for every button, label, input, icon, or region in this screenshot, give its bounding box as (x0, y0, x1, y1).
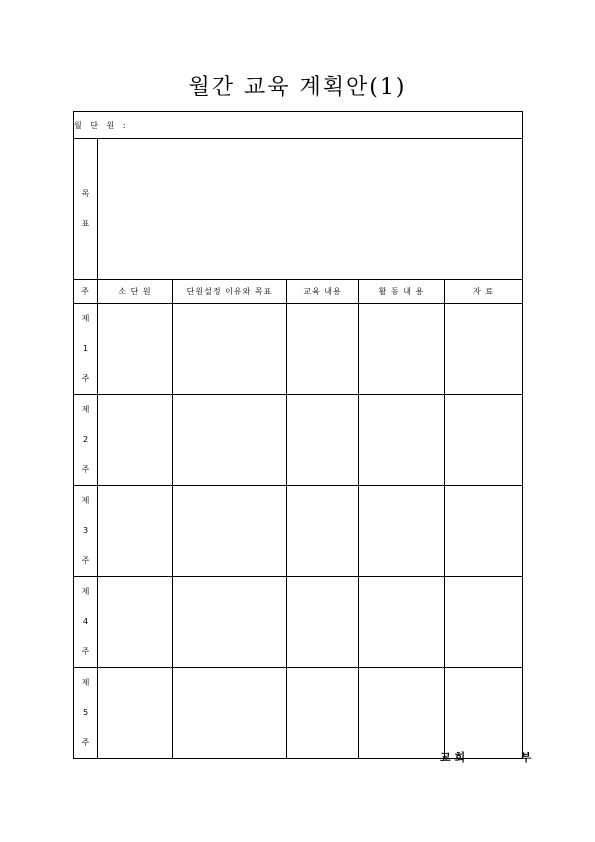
plan-table (73, 111, 523, 759)
week-suffix: 주 (81, 738, 90, 747)
week-number: 1 (82, 344, 89, 353)
activity-cell[interactable] (359, 668, 445, 759)
header-activity: 활 동 내 용 (359, 280, 445, 304)
subunit-cell[interactable] (98, 577, 173, 668)
activity-cell[interactable] (359, 486, 445, 577)
week-row (74, 486, 523, 577)
reason-goal-cell[interactable] (173, 577, 287, 668)
week-row (74, 577, 523, 668)
header-row (74, 280, 523, 304)
activity-cell[interactable] (359, 577, 445, 668)
subunit-cell[interactable] (98, 668, 173, 759)
activity-cell[interactable] (359, 395, 445, 486)
week-label-cell (74, 486, 98, 577)
week-prefix: 제 (81, 405, 90, 414)
week-prefix: 제 (81, 587, 90, 596)
week-suffix: 주 (81, 374, 90, 383)
content-cell[interactable] (287, 486, 359, 577)
footer-department: 부 (520, 751, 532, 764)
week-label-cell (74, 668, 98, 759)
reason-goal-cell[interactable] (173, 486, 287, 577)
header-materials: 자 료 (445, 280, 523, 304)
week-prefix: 제 (81, 496, 90, 505)
week-label-cell (74, 304, 98, 395)
unit-row (74, 112, 523, 139)
materials-cell[interactable] (445, 668, 523, 759)
header-week: 주 (74, 280, 98, 304)
goal-label-cell (74, 139, 98, 280)
materials-cell[interactable] (445, 304, 523, 395)
content-cell[interactable] (287, 304, 359, 395)
content-cell[interactable] (287, 395, 359, 486)
materials-cell[interactable] (445, 577, 523, 668)
week-number: 5 (82, 708, 89, 717)
unit-label: 월 단 원 : (74, 120, 129, 130)
week-label-cell (74, 395, 98, 486)
week-row (74, 395, 523, 486)
week-row (74, 668, 523, 759)
week-number: 3 (82, 526, 89, 535)
reason-goal-cell[interactable] (173, 304, 287, 395)
goal-label-char: 표 (81, 219, 90, 228)
header-subunit: 소 단 원 (98, 280, 173, 304)
week-suffix: 주 (81, 465, 90, 474)
content-cell[interactable] (287, 668, 359, 759)
materials-cell[interactable] (445, 395, 523, 486)
reason-goal-cell[interactable] (173, 395, 287, 486)
subunit-cell[interactable] (98, 304, 173, 395)
week-prefix: 제 (81, 314, 90, 323)
church-department-footer (440, 749, 531, 765)
week-suffix: 주 (81, 647, 90, 656)
goal-label-char: 목 (81, 189, 90, 198)
header-reason-goal: 단원설정 이유와 목표 (173, 280, 287, 304)
week-label-cell (74, 577, 98, 668)
week-number: 2 (82, 435, 89, 444)
week-suffix: 주 (81, 556, 90, 565)
goal-field[interactable] (98, 139, 523, 280)
week-number: 4 (82, 617, 89, 626)
subunit-cell[interactable] (98, 486, 173, 577)
header-content: 교육 내용 (287, 280, 359, 304)
materials-cell[interactable] (445, 486, 523, 577)
week-row (74, 304, 523, 395)
footer-church: 교 회 (440, 751, 466, 764)
goal-row (74, 139, 523, 280)
activity-cell[interactable] (359, 304, 445, 395)
week-prefix: 제 (81, 678, 90, 687)
reason-goal-cell[interactable] (173, 668, 287, 759)
content-cell[interactable] (287, 577, 359, 668)
page-title: 월간 교육 계획안(1) (188, 75, 407, 100)
unit-field[interactable] (74, 112, 523, 139)
subunit-cell[interactable] (98, 395, 173, 486)
